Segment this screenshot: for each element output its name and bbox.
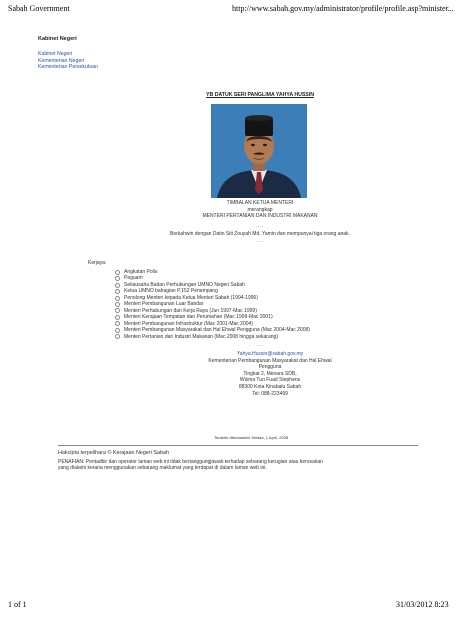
career-item-text: Menteri Pembangunan Luar Bandar <box>124 301 204 308</box>
print-header-url: http://www.sabah.gov.my/administrator/profile/profile.asp?minister... <box>232 4 454 13</box>
profile-connector: merangkap <box>247 206 273 213</box>
nav-item-kementerian-negeri[interactable]: Kementerian Negeri <box>38 57 85 64</box>
profile-photo <box>211 104 307 198</box>
contact-line: 88300 Kota Kinabalu Sabah <box>238 383 302 390</box>
contact-line: Wisma Tun Fuad Stephens <box>239 377 301 384</box>
email-link[interactable]: Yahya.Hussin@sabah.gov.my <box>236 351 304 357</box>
bullet-icon <box>115 270 120 275</box>
profile-name: YB DATUK SERI PANGLIMA YAHYA HUSSIN <box>206 92 314 98</box>
contact-line: Tel: 088-223499 <box>252 390 288 397</box>
career-item-text: Angkatan Polis <box>124 269 158 275</box>
print-header <box>0 0 465 16</box>
career-item <box>115 334 310 340</box>
contact-line: Tingkat 2, Menara SDB, <box>243 370 297 377</box>
footer <box>58 450 418 472</box>
career-item-text: Menteri Pembangunan Masyarakat dan Hal Ehwal Pengguna (Mac 2004-Mac 2008) <box>124 327 310 334</box>
career-item-text: Menteri Kerajaan Tempatan dan Perumahan (Mac 1999-Mac 2001) <box>124 314 273 321</box>
profile-title-block <box>110 200 410 245</box>
copyright: Hakcipta terpelihara © Kerajaan Negeri Sabah <box>58 450 169 456</box>
profile-position: TIMBALAN KETUA MENTERI <box>226 200 294 206</box>
bullet-icon <box>115 328 120 333</box>
career-item-text: Penolong Menteri kepada Ketua Menteri Sabah (1994-1996) <box>124 294 258 301</box>
career-item-text: Peguam <box>124 275 143 282</box>
bullet-icon <box>115 276 120 281</box>
bullet-icon <box>115 283 120 288</box>
separator: .... <box>256 222 264 229</box>
disclaimer-line: yang dialami kerana menggunakan sebarang maklumat yang terdapat di dalam laman web ini. <box>58 465 267 472</box>
nav-item-kabinet-negeri[interactable]: Kabinet Negeri <box>38 51 73 57</box>
sidebar-nav <box>38 36 178 71</box>
bullet-icon <box>115 334 120 339</box>
profile-ministry: MENTERI PERTANIAN DAN INDUSTRI MAKANAN <box>202 213 318 220</box>
career-item-text: Menteri Pertanian dan Industri Makanan (Mac 2008 hingga sekarang) <box>124 333 278 340</box>
career-list <box>115 269 310 340</box>
separator: .... <box>256 237 264 244</box>
profile-family: Berkahwin dengan Datin Siti Zouyah Md. Yamin dan mempunyai tiga orang anak. <box>170 231 350 238</box>
bullet-icon <box>115 302 120 307</box>
bullet-icon <box>115 321 120 326</box>
bullet-icon <box>115 308 120 313</box>
bullet-icon <box>115 296 120 301</box>
career-item-text: Setiausaha Badan Perhubungan UMNO Negeri Sabah <box>124 281 245 288</box>
footer-divider <box>58 445 418 446</box>
last-updated: Terakhir dikemaskini Selasa, 1 April, 2008 <box>214 435 289 440</box>
print-datetime: 31/03/2012 8:23 <box>396 600 449 609</box>
career-item-text: Menteri Pembangunan Infrastruktur (Mac 2001-Mac 2004) <box>124 320 253 327</box>
bullet-icon <box>115 289 120 294</box>
career-label: Kerjaya: <box>88 260 107 266</box>
career-item-text: Ketua UMNO bahagian P.152 Penampang <box>124 288 218 295</box>
print-header-site: Sabah Government <box>8 4 70 13</box>
nav-item-kementerian-persekutuan[interactable]: Kementerian Persekutuan <box>38 64 98 71</box>
bullet-icon <box>115 315 120 320</box>
disclaimer-line: PENAFIAN: Pentadbir dan operator laman web ini tidak bertanggungjawab terhadap sebarang kerugian atau kerosakan <box>58 458 323 465</box>
contact-line: Kementerian Pembangunan Masyarakat dan Hal Ehwal Pengguna <box>208 357 332 371</box>
nav-heading: Kabinet Negeri <box>38 36 77 42</box>
separator: .... <box>256 342 264 348</box>
print-page-number: 1 of 1 <box>8 600 27 609</box>
career-item-text: Menteri Perhubungan dan Kerja Raya (Jun 1997-Mac 1999) <box>124 307 257 314</box>
contact-block <box>200 351 340 397</box>
